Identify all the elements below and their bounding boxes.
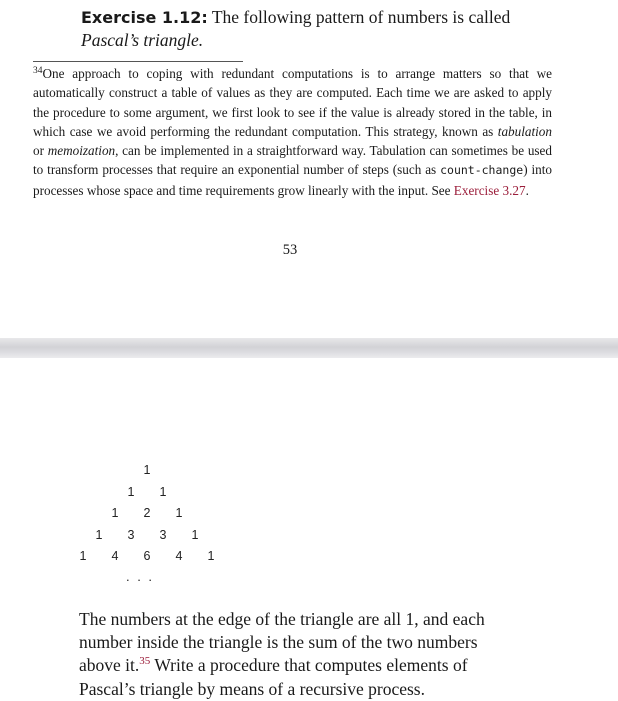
footnote-divider [33, 61, 243, 62]
triangle-entry-r3-c3: 1 [191, 527, 199, 542]
footnote-text-3: , can be implemented in a straightforward way. Tabulation can sometimes be used to transform processes that require an exponential number of steps (such as [33, 143, 552, 178]
footnote-text-2: or [33, 143, 48, 159]
triangle-entry-r4-c0: 1 [79, 549, 87, 563]
exercise-3-27-link[interactable]: Exercise 3.27 [453, 182, 526, 198]
footnote-term-memoization: memoization [47, 143, 116, 159]
page-number: 53 [282, 242, 298, 258]
body-text-after: Write a procedure that computes elements of Pascal’s triangle by means of a recursive process. [79, 655, 468, 699]
triangle-entry-r3-c0: 1 [95, 527, 103, 542]
triangle-entry-r4-c1: 4 [111, 549, 119, 563]
footnote-term-tabulation: tabulation [497, 123, 552, 139]
footnote-marker: 34 [33, 66, 43, 76]
footnote-text-1: One approach to coping with redundant computations is to arrange matters so that we automatically construct a table of values as they are computed. Each time we are asked to apply the procedure to some argument, we first look to see if the value is already stored in the table, in which case we avoid performing the redundant computation. This strategy, known as [33, 66, 552, 139]
triangle-entry-r4-c3: 4 [175, 549, 183, 563]
triangle-entry-r2-c1: 2 [143, 506, 151, 520]
triangle-entry-r0-c0: 1 [143, 463, 151, 477]
triangle-entry-r3-c2: 3 [159, 527, 167, 542]
exercise-italic-term: Pascal’s triangle. [81, 30, 204, 50]
footnote-code-count-change: count-change [440, 163, 524, 178]
exercise-text: The following pattern of numbers is called [207, 7, 511, 27]
triangle-entry-r2-c0: 1 [111, 506, 119, 520]
footnote-34 [33, 64, 552, 200]
triangle-entry-r4-c4: 1 [207, 549, 215, 563]
triangle-entry-r3-c1: 3 [127, 527, 135, 542]
triangle-entry-r4-c2: 6 [143, 549, 151, 563]
body-text: The numbers at the edge of the triangle are all 1, and each number inside the triangle is the sum of the two numbers above it. [79, 609, 485, 676]
triangle-entry-r1-c0: 1 [127, 484, 135, 499]
exercise-body-paragraph [79, 608, 511, 701]
exercise-label: Exercise 1.12: [81, 8, 208, 27]
triangle-entry-r2-c2: 1 [175, 506, 183, 520]
footnote-text-4: ) into processes whose space and time requirements grow linearly with the input. See [33, 162, 552, 198]
triangle-ellipsis: . . . [125, 569, 155, 584]
triangle-entry-r1-c1: 1 [159, 484, 167, 499]
exercise-heading [81, 6, 551, 52]
page-separator [0, 338, 618, 358]
footnote-35-marker[interactable]: 35 [139, 655, 151, 668]
footnote-text-5: . [525, 182, 529, 198]
